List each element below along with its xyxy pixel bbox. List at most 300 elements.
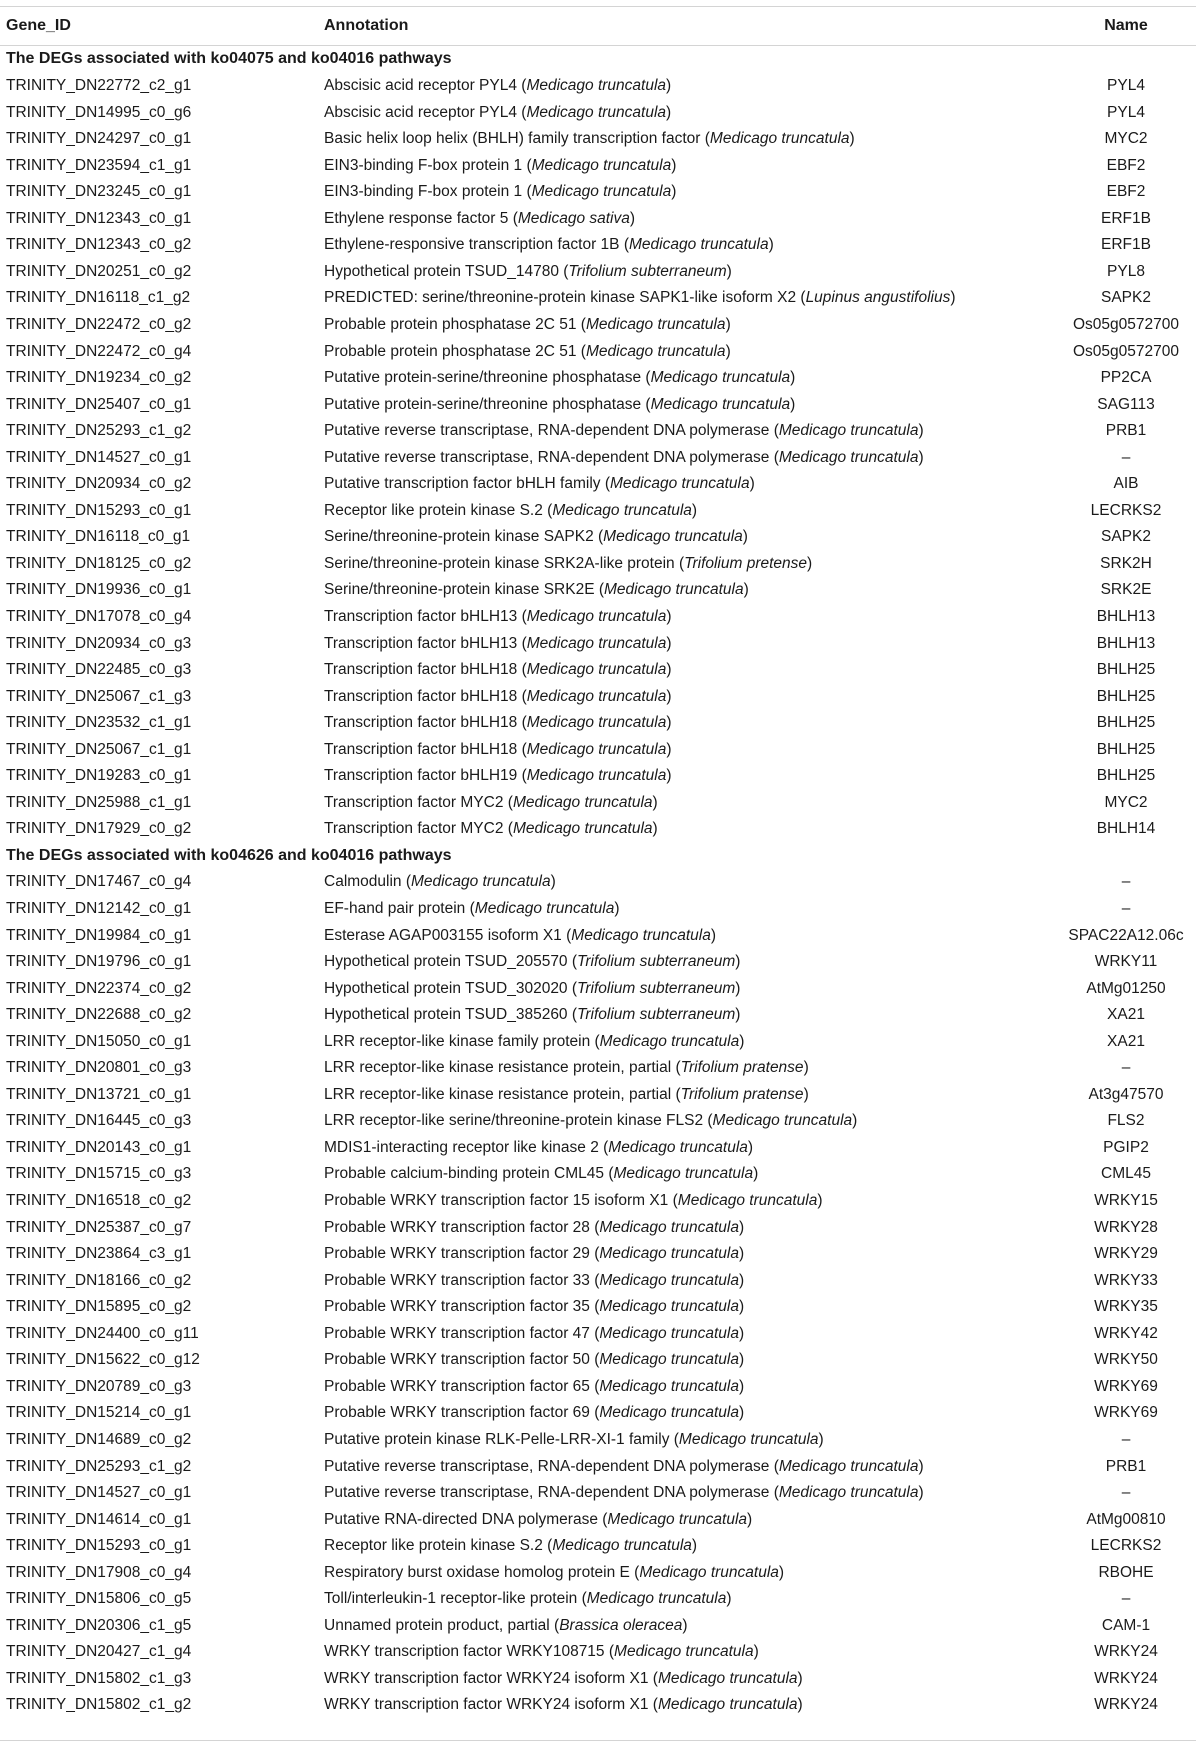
gene-id-cell: TRINITY_DN12343_c0_g2 [6, 236, 192, 254]
table-row [0, 418, 1196, 445]
table-row [0, 1373, 1196, 1400]
paren-open: ( [604, 1165, 614, 1183]
gene-name-cell: WRKY11 [1094, 953, 1158, 971]
gene-id-cell: TRINITY_DN17078_c0_g4 [6, 608, 192, 625]
paren-open: ( [522, 156, 532, 174]
species-text: Medicago sativa [517, 209, 630, 227]
gene-name-cell: RBOHE [1098, 1563, 1154, 1581]
table-row [0, 763, 1196, 790]
paren-close: ) [666, 661, 672, 679]
paren-close: ) [738, 1324, 745, 1342]
gene-name-cell: WRKY33 [1094, 1271, 1158, 1289]
gene-name-cell: – [1121, 873, 1131, 891]
species-text: Medicago truncatula [526, 634, 667, 652]
table-row [0, 285, 1196, 312]
gene-name-cell: SAPK2 [1101, 528, 1151, 546]
gene-id-cell: TRINITY_DN16118_c0_g1 [6, 528, 191, 546]
annotation-text: Probable WRKY transcription factor 29 [324, 1245, 590, 1263]
gene-name-cell: XA21 [1107, 1006, 1145, 1024]
annotation-cell [318, 789, 1056, 816]
annotation-text: Putative reverse transcriptase, RNA-dependent DNA polymerase [324, 1484, 770, 1502]
gene-name-cell: SPAC22A12.06c [1068, 926, 1184, 944]
species-text: Medicago truncatula [526, 714, 667, 732]
gene-id-cell: TRINITY_DN24297_c0_g1 [6, 130, 192, 148]
gene-name-cell: BHLH25 [1096, 714, 1156, 732]
annotation-text: Unnamed protein product, partial [324, 1616, 550, 1634]
gene-name-cell: BHLH13 [1096, 608, 1156, 625]
paren-close: ) [710, 926, 717, 944]
paren-close: ) [818, 1430, 824, 1448]
annotation-text: Probable WRKY transcription factor 33 [324, 1271, 590, 1289]
gene-id-cell: TRINITY_DN22374_c0_g2 [6, 979, 192, 997]
table-row [0, 1400, 1196, 1427]
paren-close: ) [652, 820, 658, 838]
section-header-row [0, 842, 1196, 869]
paren-open: ( [517, 634, 527, 652]
table-row [0, 550, 1196, 577]
paren-close: ) [797, 1669, 803, 1687]
species-text: Medicago truncatula [778, 1484, 919, 1502]
table-row [0, 73, 1196, 100]
gene-id-cell: TRINITY_DN15293_c0_g1 [6, 1537, 192, 1555]
table-row [0, 1267, 1196, 1294]
annotation-text: Probable calcium-binding protein CML45 [324, 1165, 605, 1183]
gene-name-cell: AIB [1113, 475, 1139, 493]
species-text: Medicago truncatula [650, 395, 791, 413]
paren-close: ) [666, 103, 672, 121]
annotation-cell [318, 524, 1056, 551]
table-row [0, 1081, 1196, 1108]
paren-open: ( [769, 448, 779, 466]
gene-name-cell: – [1121, 1430, 1131, 1448]
gene-name-cell: WRKY69 [1094, 1377, 1158, 1395]
species-text: Medicago truncatula [599, 1271, 739, 1289]
annotation-text: Probable WRKY transcription factor 50 [324, 1351, 590, 1369]
gene-name-cell: ERF1B [1101, 209, 1151, 227]
gene-id-cell: TRINITY_DN17908_c0_g4 [6, 1563, 192, 1581]
annotation-cell [318, 550, 1056, 577]
paren-open: ( [641, 369, 651, 387]
species-text: Medicago truncatula [614, 1643, 754, 1661]
table-body [0, 46, 1196, 1719]
annotation-text: EF-hand pair protein [324, 900, 466, 918]
annotation-cell [318, 285, 1056, 312]
annotation-text: Hypothetical protein TSUD_302020 [324, 979, 568, 997]
paren-close: ) [918, 422, 924, 440]
annotation-cell [318, 391, 1056, 418]
species-text: Trifolium subterraneum [577, 953, 736, 971]
table-row [0, 1241, 1196, 1268]
paren-open: ( [503, 820, 513, 838]
species-text: Medicago truncatula [526, 77, 667, 95]
table-row [0, 497, 1196, 524]
annotation-text: Ethylene response factor 5 [324, 209, 509, 227]
paren-open: ( [549, 1616, 560, 1634]
paren-close: ) [671, 156, 677, 174]
table-row [0, 683, 1196, 710]
paren-open: ( [796, 289, 806, 307]
species-text: Trifolium subterraneum [577, 979, 736, 997]
species-text: Trifolium pretense [684, 554, 808, 572]
paren-close: ) [849, 130, 855, 148]
paren-open: ( [508, 209, 518, 227]
gene-id-cell: TRINITY_DN23532_c1_g1 [6, 714, 192, 732]
paren-open: ( [576, 342, 586, 360]
annotation-cell [318, 126, 1056, 153]
table-row [0, 524, 1196, 551]
gene-name-cell: SAG113 [1097, 395, 1155, 413]
annotation-cell [318, 471, 1056, 498]
species-text: Medicago truncatula [639, 1563, 779, 1581]
paren-open: ( [517, 661, 527, 679]
annotation-text: Hypothetical protein TSUD_205570 [324, 953, 568, 971]
gene-name-cell: WRKY15 [1094, 1192, 1158, 1210]
annotation-cell [318, 1612, 1056, 1639]
annotation-cell [318, 922, 1056, 949]
paren-close: ) [742, 528, 748, 546]
paren-open: ( [641, 395, 651, 413]
gene-id-cell: TRINITY_DN15050_c0_g1 [6, 1032, 192, 1050]
gene-id-cell: TRINITY_DN20789_c0_g3 [6, 1377, 192, 1395]
table-row [0, 1533, 1196, 1560]
paren-close: ) [725, 342, 731, 360]
annotation-text: Putative reverse transcriptase, RNA-dependent DNA polymerase [324, 422, 770, 440]
annotation-cell [318, 869, 1056, 896]
section-header-row [0, 46, 1196, 73]
species-text: Medicago truncatula [678, 1430, 819, 1448]
gene-name-cell: FLS2 [1107, 1112, 1145, 1130]
gene-name-cell: SRK2H [1100, 554, 1152, 572]
paren-open: ( [517, 767, 527, 785]
gene-name-cell: Os05g0572700 [1072, 315, 1179, 333]
table-row [0, 152, 1196, 179]
paren-close: ) [753, 1643, 759, 1661]
annotation-cell [318, 418, 1056, 445]
paren-open: ( [674, 554, 685, 572]
gene-name-cell: WRKY24 [1094, 1669, 1158, 1687]
annotation-text: LRR receptor-like kinase family protein [324, 1032, 591, 1050]
annotation-cell [318, 1055, 1056, 1082]
paren-close: ) [803, 1059, 809, 1077]
paren-open: ( [542, 1537, 553, 1555]
gene-id-cell: TRINITY_DN25067_c1_g3 [6, 687, 192, 705]
paren-close: ) [807, 554, 813, 572]
paren-close: ) [778, 1563, 785, 1581]
gene-name-cell: AtMg01250 [1086, 979, 1166, 997]
gene-name-cell: BHLH13 [1096, 634, 1156, 652]
species-text: Medicago truncatula [531, 183, 672, 201]
annotation-cell [318, 1241, 1056, 1268]
table-row [0, 1055, 1196, 1082]
table-row [0, 949, 1196, 976]
annotation-cell [318, 1002, 1056, 1029]
annotation-cell [318, 949, 1056, 976]
gene-id-cell: TRINITY_DN15214_c0_g1 [6, 1404, 192, 1422]
table-row [0, 311, 1196, 338]
paren-close: ) [614, 900, 620, 918]
annotation-text: Putative reverse transcriptase, RNA-dependent DNA polymerase [324, 448, 770, 466]
paren-open: ( [600, 475, 610, 493]
paren-close: ) [738, 1377, 745, 1395]
gene-id-cell: TRINITY_DN17467_c0_g4 [6, 873, 192, 891]
paren-close: ) [797, 1696, 803, 1714]
table-row [0, 657, 1196, 684]
annotation-cell [318, 1426, 1056, 1453]
species-text: Medicago truncatula [657, 1696, 798, 1714]
annotation-cell [318, 1081, 1056, 1108]
paren-close: ) [735, 953, 741, 971]
species-text: Medicago truncatula [608, 1138, 748, 1156]
species-text: Medicago truncatula [585, 342, 726, 360]
gene-name-cell: EBF2 [1106, 156, 1146, 174]
annotation-cell [318, 1108, 1056, 1135]
paren-open: ( [577, 1590, 587, 1608]
gene-id-cell: TRINITY_DN12343_c0_g1 [6, 209, 192, 227]
annotation-cell [318, 1533, 1056, 1560]
species-text: Medicago truncatula [552, 1537, 692, 1555]
annotation-cell [318, 99, 1056, 126]
gene-name-cell: WRKY42 [1094, 1324, 1158, 1342]
annotation-text: Hypothetical protein TSUD_385260 [324, 1006, 568, 1024]
table-row [0, 577, 1196, 604]
table-row [0, 736, 1196, 763]
gene-name-cell: PGIP2 [1103, 1138, 1149, 1156]
species-text: Medicago truncatula [599, 1218, 739, 1236]
table-row [0, 365, 1196, 392]
paren-open: ( [567, 1006, 578, 1024]
gene-id-cell: TRINITY_DN22772_c2_g1 [6, 77, 192, 95]
paren-close: ) [726, 1590, 732, 1608]
paren-close: ) [738, 1404, 745, 1422]
paren-open: ( [769, 422, 779, 440]
species-text: Medicago truncatula [677, 1192, 818, 1210]
gene-name-cell: AtMg00810 [1086, 1510, 1166, 1528]
paren-close: ) [950, 289, 956, 307]
annotation-text: Ethylene-responsive transcription factor 1B [324, 236, 620, 254]
header-annotation: Annotation [318, 7, 1056, 46]
annotation-cell [318, 630, 1056, 657]
species-text: Medicago truncatula [778, 422, 919, 440]
annotation-text: Probable WRKY transcription factor 69 [324, 1404, 590, 1422]
paren-close: ) [817, 1192, 823, 1210]
gene-id-cell: TRINITY_DN25293_c1_g2 [6, 422, 192, 440]
annotation-cell [318, 365, 1056, 392]
table-row [0, 1161, 1196, 1188]
annotation-text: Transcription factor bHLH13 [324, 608, 518, 625]
annotation-text: Receptor like protein kinase S.2 [324, 501, 543, 519]
annotation-cell [318, 1506, 1056, 1533]
gene-name-cell: BHLH25 [1096, 767, 1156, 785]
paren-close: ) [666, 608, 672, 625]
paren-close: ) [691, 1537, 698, 1555]
species-text: Medicago truncatula [778, 1457, 919, 1475]
paren-open: ( [769, 1484, 779, 1502]
table-row [0, 338, 1196, 365]
annotation-text: Putative protein-serine/threonine phosphatase [324, 369, 642, 387]
paren-open: ( [589, 1245, 600, 1263]
gene-name-cell: – [1121, 1590, 1131, 1608]
table-row [0, 1692, 1196, 1719]
gene-id-cell: TRINITY_DN14614_c0_g1 [6, 1510, 192, 1528]
paren-close: ) [550, 873, 556, 891]
gene-name-cell: CAM-1 [1101, 1616, 1151, 1634]
table-row [0, 471, 1196, 498]
paren-open: ( [558, 262, 569, 280]
annotation-cell [318, 311, 1056, 338]
paren-close: ) [666, 714, 672, 732]
annotation-text: Putative reverse transcriptase, RNA-dependent DNA polymerase [324, 1457, 770, 1475]
gene-id-cell: TRINITY_DN15293_c0_g1 [6, 501, 192, 519]
table-row [0, 1426, 1196, 1453]
annotation-cell [318, 1028, 1056, 1055]
gene-name-cell: CML45 [1101, 1165, 1151, 1183]
paren-open: ( [503, 793, 513, 811]
gene-name-cell: WRKY24 [1094, 1696, 1158, 1714]
gene-name-cell: At3g47570 [1088, 1085, 1164, 1103]
table-row [0, 1559, 1196, 1586]
gene-name-cell: BHLH25 [1096, 740, 1156, 758]
paren-open: ( [589, 1377, 600, 1395]
gene-id-cell: TRINITY_DN20251_c0_g2 [6, 262, 192, 280]
table-header [0, 7, 1196, 46]
paren-open: ( [589, 1218, 600, 1236]
species-text: Trifolium subterraneum [577, 1006, 736, 1024]
paren-close: ) [726, 262, 732, 280]
annotation-cell [318, 896, 1056, 923]
paren-close: ) [735, 979, 741, 997]
annotation-cell [318, 338, 1056, 365]
table-row [0, 391, 1196, 418]
annotation-cell [318, 1320, 1056, 1347]
annotation-cell [318, 497, 1056, 524]
table-row [0, 1108, 1196, 1135]
species-text: Brassica oleracea [559, 1616, 683, 1634]
species-text: Trifolium pratense [680, 1085, 804, 1103]
section-title: The DEGs associated with ko04075 and ko04016 pathways [6, 50, 452, 68]
table-row [0, 1294, 1196, 1321]
gene-id-cell: TRINITY_DN14527_c0_g1 [6, 1484, 192, 1502]
table-row [0, 1506, 1196, 1533]
species-text: Medicago truncatula [599, 1324, 739, 1342]
annotation-cell [318, 683, 1056, 710]
species-text: Trifolium subterraneum [568, 262, 727, 280]
gene-name-cell: PYL4 [1107, 77, 1145, 95]
table-row [0, 789, 1196, 816]
gene-id-cell: TRINITY_DN22472_c0_g4 [6, 342, 192, 360]
gene-name-cell: PRB1 [1105, 1457, 1147, 1475]
table-row [0, 126, 1196, 153]
paren-open: ( [567, 979, 578, 997]
paren-close: ) [666, 77, 672, 95]
paren-close: ) [735, 1006, 741, 1024]
gene-id-cell: TRINITY_DN20306_c1_g5 [6, 1616, 192, 1634]
paren-close: ) [738, 1298, 745, 1316]
paren-close: ) [790, 369, 796, 387]
annotation-cell [318, 1559, 1056, 1586]
annotation-text: Serine/threonine-protein kinase SAPK2 [324, 528, 594, 546]
gene-id-cell: TRINITY_DN23245_c0_g1 [6, 183, 192, 201]
species-text: Medicago truncatula [607, 1510, 748, 1528]
annotation-cell [318, 1453, 1056, 1480]
paren-open: ( [671, 1085, 681, 1103]
paren-close: ) [738, 1351, 745, 1369]
table-row [0, 896, 1196, 923]
annotation-cell [318, 73, 1056, 100]
gene-name-cell: WRKY69 [1094, 1404, 1158, 1422]
gene-id-cell: TRINITY_DN16518_c0_g2 [6, 1192, 192, 1210]
annotation-text: WRKY transcription factor WRKY108715 [324, 1643, 605, 1661]
annotation-text: WRKY transcription factor WRKY24 isoform X1 [324, 1669, 649, 1687]
gene-id-cell: TRINITY_DN25387_c0_g7 [6, 1218, 192, 1236]
gene-id-cell: TRINITY_DN23594_c1_g1 [6, 156, 192, 174]
paren-close: ) [803, 1085, 809, 1103]
species-text: Medicago truncatula [512, 793, 653, 811]
paren-close: ) [666, 687, 672, 705]
annotation-cell [318, 1294, 1056, 1321]
section-title: The DEGs associated with ko04626 and ko04016 pathways [6, 846, 452, 864]
paren-close: ) [725, 315, 731, 333]
gene-name-cell: SAPK2 [1101, 289, 1151, 307]
species-text: Medicago truncatula [628, 236, 769, 254]
annotation-cell [318, 1400, 1056, 1427]
species-text: Medicago truncatula [604, 581, 744, 599]
annotation-cell [318, 1161, 1056, 1188]
annotation-text: MDIS1-interacting receptor like kinase 2 [324, 1138, 599, 1156]
gene-id-cell: TRINITY_DN25407_c0_g1 [6, 395, 192, 413]
table-row [0, 1320, 1196, 1347]
gene-name-cell: WRKY28 [1094, 1218, 1158, 1236]
paren-open: ( [594, 581, 605, 599]
annotation-cell [318, 1134, 1056, 1161]
paren-open: ( [576, 315, 586, 333]
annotation-cell [318, 736, 1056, 763]
annotation-cell [318, 444, 1056, 471]
paren-close: ) [739, 1032, 745, 1050]
paren-open: ( [671, 1059, 681, 1077]
paren-open: ( [598, 1138, 609, 1156]
paren-open: ( [516, 103, 527, 121]
gene-id-cell: TRINITY_DN15715_c0_g3 [6, 1165, 192, 1183]
gene-name-cell: – [1121, 1484, 1131, 1502]
gene-id-cell: TRINITY_DN18125_c0_g2 [6, 554, 192, 572]
gene-id-cell: TRINITY_DN20427_c1_g4 [6, 1643, 192, 1661]
gene-id-cell: TRINITY_DN25293_c1_g2 [6, 1457, 192, 1475]
paren-open: ( [589, 1298, 600, 1316]
annotation-cell [318, 258, 1056, 285]
table-row [0, 1347, 1196, 1374]
gene-id-cell: TRINITY_DN22472_c0_g2 [6, 315, 192, 333]
paren-close: ) [749, 475, 755, 493]
annotation-cell [318, 1692, 1056, 1719]
paren-open: ( [589, 1351, 600, 1369]
annotation-text: Respiratory burst oxidase homolog protein E [324, 1563, 630, 1581]
paren-open: ( [700, 130, 710, 148]
gene-id-cell: TRINITY_DN12142_c0_g1 [6, 900, 192, 918]
gene-id-cell: TRINITY_DN20934_c0_g2 [6, 475, 192, 493]
annotation-cell [318, 1188, 1056, 1215]
gene-id-cell: TRINITY_DN19796_c0_g1 [6, 953, 192, 971]
gene-name-cell: MYC2 [1104, 130, 1148, 148]
paren-open: ( [629, 1563, 640, 1581]
species-text: Medicago truncatula [552, 501, 692, 519]
annotation-text: Probable WRKY transcription factor 35 [324, 1298, 590, 1316]
header-gene-id: Gene_ID [0, 7, 318, 46]
paren-close: ) [666, 740, 672, 758]
table-row [0, 179, 1196, 206]
species-text: Medicago truncatula [712, 1112, 853, 1130]
annotation-text: Basic helix loop helix (BHLH) family transcription factor [324, 130, 701, 148]
paren-open: ( [517, 714, 527, 732]
